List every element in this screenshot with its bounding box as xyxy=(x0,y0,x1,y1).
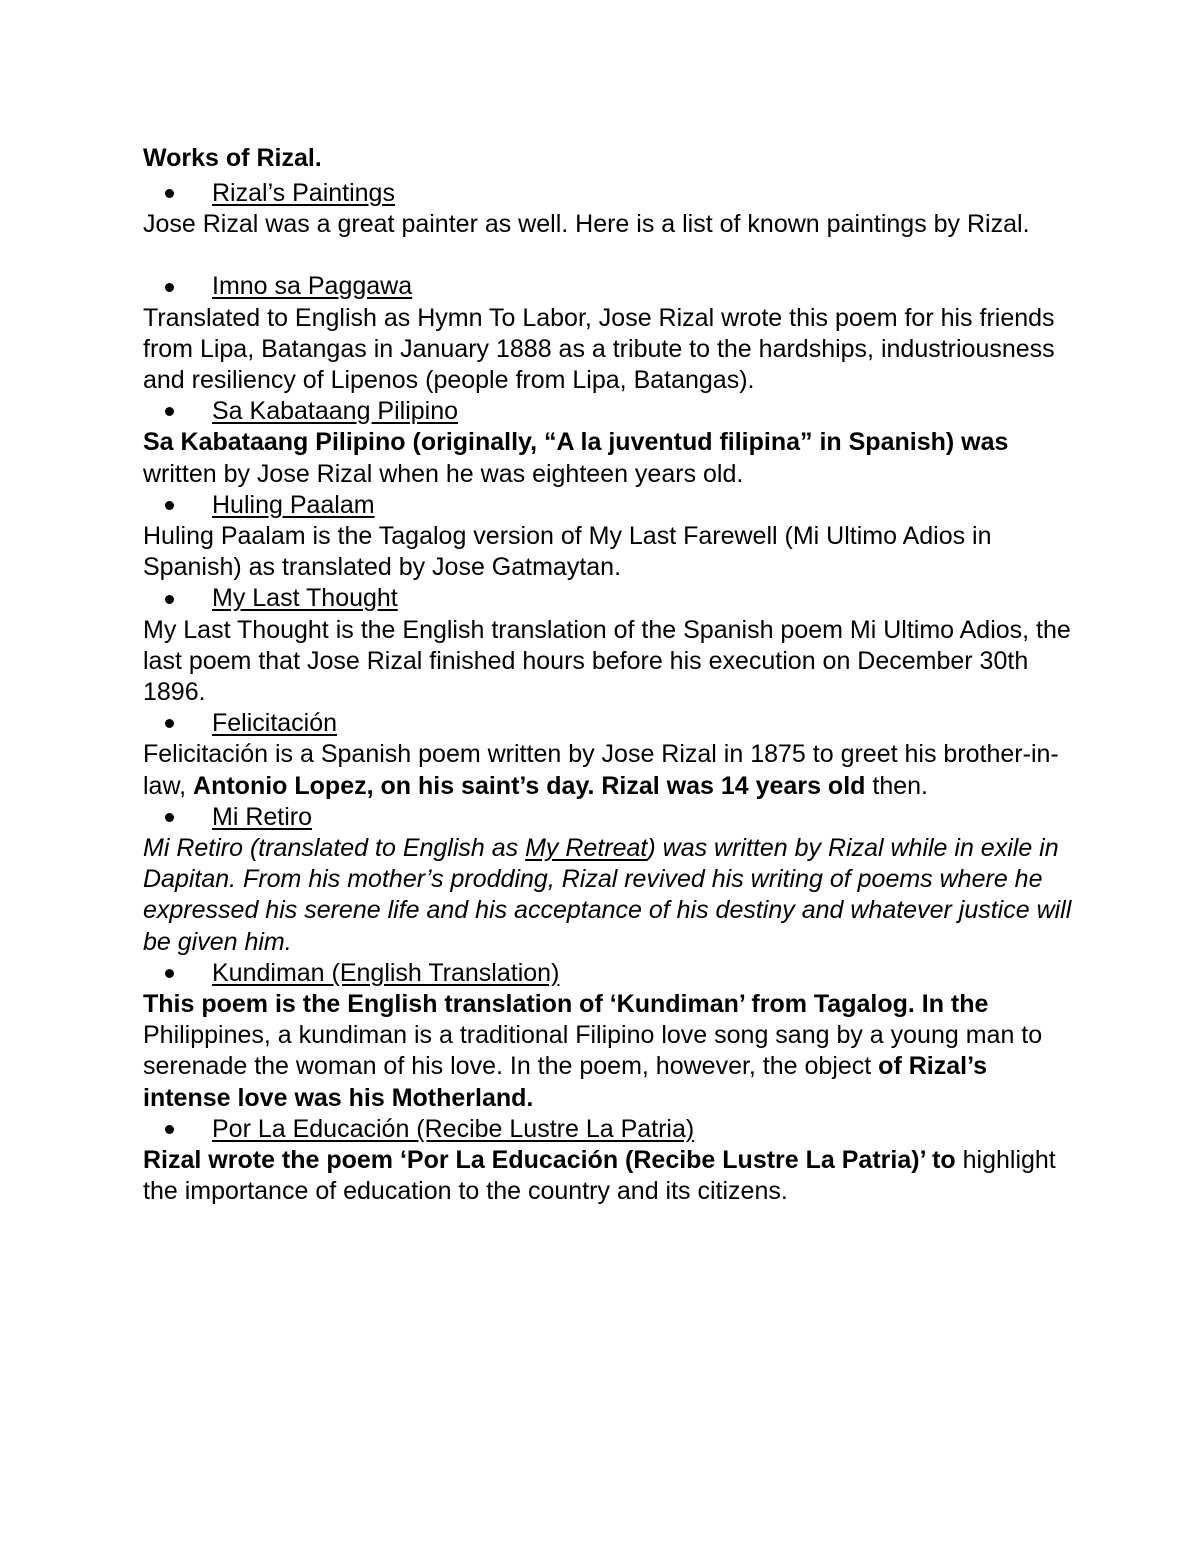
section-link-my-last-thought[interactable]: My Last Thought xyxy=(212,584,398,613)
section-body-bold: Antonio Lopez, on his saint’s day. Rizal was 14 years old xyxy=(193,771,866,800)
document-page xyxy=(143,138,1073,1208)
section-body xyxy=(143,1145,1073,1207)
section-link-huling-paalam[interactable]: Huling Paalam xyxy=(212,490,375,519)
section-link-sa-kabataang-pilipino[interactable]: Sa Kabataang Pilipino xyxy=(212,397,459,426)
list-item xyxy=(143,1114,1073,1145)
section-body: Jose Rizal was a great painter as well. Here is a list of known paintings by Rizal. xyxy=(143,210,1030,239)
section-body-bold: This poem is the English translation of ‘Kundiman’ from Tagalog. In the xyxy=(143,990,989,1019)
section-body: Translated to English as Hymn To Labor, Jose Rizal wrote this poem for his friends from Lipa, Batangas in January 1888 as a tribute to the hardships, industriousness and resiliency of Lipenos (people from Lipa, Batangas). xyxy=(143,303,1055,395)
bullet-icon xyxy=(165,813,174,822)
my-retreat-link[interactable]: My Retreat xyxy=(525,834,648,863)
section-body-text: Felicitación is a Spanish poem written by Jose Rizal in 1875 to greet his brother-in-law, xyxy=(143,740,1059,800)
bullet-icon xyxy=(165,969,174,978)
section-body: My Last Thought is the English translation of the Spanish poem Mi Ultimo Adios, the last poem that Jose Rizal finished hours before his execution on December 30th 1896. xyxy=(143,615,1071,707)
section-body-text: Mi Retiro (translated to English as xyxy=(143,834,526,863)
list-item xyxy=(143,802,1073,833)
bullet-icon xyxy=(165,719,174,728)
bullet-icon xyxy=(165,283,174,292)
section-body-text: then. xyxy=(865,771,928,800)
list-item xyxy=(143,271,1073,302)
section-body-text: ) was written by Rizal while in exile in Dapitan. From his mother’s prodding, Rizal revived his writing of poems where he expressed his serene life and his acceptance of his destiny and whatever justice will be given him. xyxy=(143,834,1072,956)
section-body: Huling Paalam is the Tagalog version of My Last Farewell (Mi Ultimo Adios in Spanish) as translated by Jose Gatmaytan. xyxy=(143,522,992,582)
bullet-icon xyxy=(165,595,174,604)
section-body xyxy=(143,989,1073,1114)
section-body-bold: Sa Kabataang Pilipino (originally, “A la juventud filipina” in Spanish) was xyxy=(143,428,1009,457)
bullet-icon xyxy=(165,407,174,416)
list-item xyxy=(143,178,1073,209)
list-item xyxy=(143,396,1073,427)
list-item xyxy=(143,708,1073,739)
page-title: Works of Rizal. xyxy=(143,144,322,172)
section-link-rizals-paintings[interactable]: Rizal’s Paintings xyxy=(212,179,395,207)
list-item xyxy=(143,583,1073,614)
bullet-icon xyxy=(165,1125,174,1134)
list-item xyxy=(143,958,1073,989)
list-item xyxy=(143,490,1073,521)
section-body-bold: of Rizal’s intense love was his Motherland. xyxy=(143,1052,987,1112)
section-link-por-la-educacion[interactable]: Por La Educación (Recibe Lustre La Patria) xyxy=(212,1114,695,1143)
section-link-felicitacion[interactable]: Felicitación xyxy=(212,709,338,738)
section-link-mi-retiro[interactable]: Mi Retiro xyxy=(212,802,313,831)
section-body-text: Philippines, a kundiman is a traditional Filipino love song sang by a young man to serenade the woman of his love. In the poem, however, the object xyxy=(143,1021,1043,1081)
section-link-kundiman[interactable]: Kundiman (English Translation) xyxy=(212,958,560,987)
section-link-imno-sa-paggawa[interactable]: Imno sa Paggawa xyxy=(212,272,413,301)
spacer xyxy=(143,240,1073,271)
section-body-bold: Rizal wrote the poem ‘Por La Educación (Recibe Lustre La Patria)’ to xyxy=(143,1146,956,1175)
section-body-text: highlight the importance of education to the country and its citizens. xyxy=(143,1146,1056,1206)
section-body xyxy=(143,427,1073,489)
section-body xyxy=(143,833,1073,958)
bullet-icon xyxy=(165,501,174,510)
bullet-icon xyxy=(165,189,174,198)
section-body xyxy=(143,739,1073,801)
section-body-text: written by Jose Rizal when he was eighteen years old. xyxy=(143,459,744,488)
